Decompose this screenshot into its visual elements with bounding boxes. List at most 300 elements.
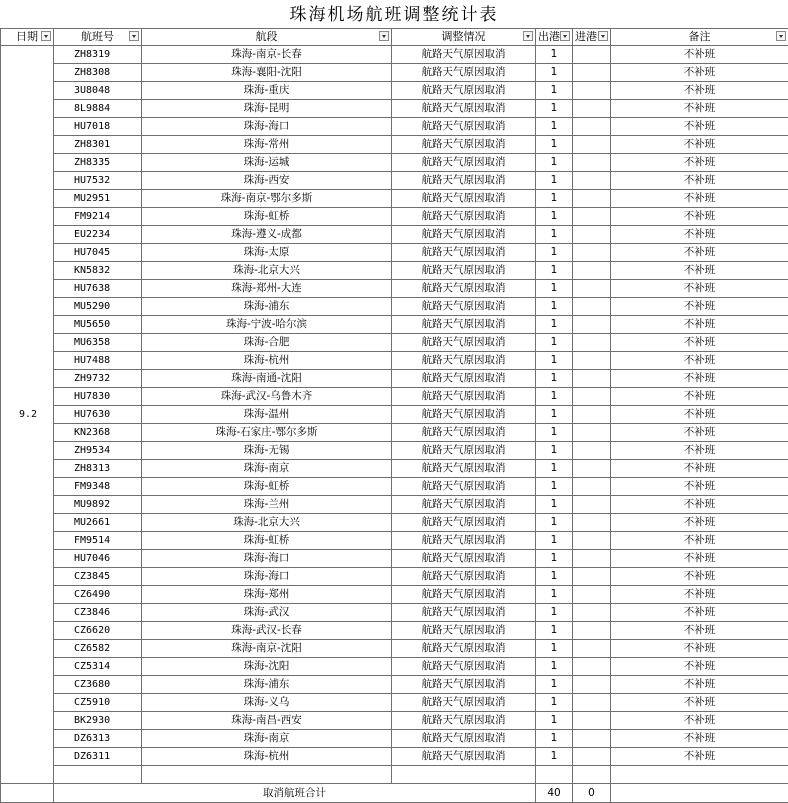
status-cell[interactable]: 航路天气原因取消 xyxy=(392,370,536,388)
filter-dropdown-icon[interactable] xyxy=(379,31,389,41)
departures-cell[interactable]: 1 xyxy=(536,424,573,442)
table-row xyxy=(1,424,788,442)
flight-number-cell[interactable]: HU7830 xyxy=(54,388,142,406)
filter-dropdown-icon[interactable] xyxy=(560,31,570,41)
segment-cell[interactable]: 珠海-西安 xyxy=(142,172,392,190)
segment-cell[interactable]: 珠海-武汉 xyxy=(142,604,392,622)
departures-cell[interactable]: 1 xyxy=(536,388,573,406)
table-row xyxy=(1,568,788,586)
segment-cell[interactable]: 珠海-南京-鄂尔多斯 xyxy=(142,190,392,208)
flight-number-cell[interactable]: FM9348 xyxy=(54,478,142,496)
date-cell[interactable]: 9.2 xyxy=(1,46,54,784)
table-row xyxy=(1,154,788,172)
flight-number-cell[interactable]: EU2234 xyxy=(54,226,142,244)
arrivals-cell[interactable] xyxy=(573,226,611,244)
table-row xyxy=(1,82,788,100)
header-arrivals xyxy=(573,29,611,46)
remark-cell[interactable]: 不补班 xyxy=(611,262,788,280)
status-cell[interactable]: 航路天气原因取消 xyxy=(392,622,536,640)
empty-cell[interactable] xyxy=(142,766,392,784)
status-cell[interactable]: 航路天气原因取消 xyxy=(392,442,536,460)
arrivals-cell[interactable] xyxy=(573,100,611,118)
remark-cell[interactable]: 不补班 xyxy=(611,586,788,604)
flight-number-cell[interactable]: MU5650 xyxy=(54,316,142,334)
remark-cell[interactable]: 不补班 xyxy=(611,676,788,694)
status-cell[interactable]: 航路天气原因取消 xyxy=(392,82,536,100)
arrivals-cell[interactable] xyxy=(573,280,611,298)
segment-cell[interactable]: 珠海-遵义-成都 xyxy=(142,226,392,244)
segment-cell[interactable]: 珠海-合肥 xyxy=(142,334,392,352)
flight-number-cell[interactable]: MU2951 xyxy=(54,190,142,208)
status-cell[interactable]: 航路天气原因取消 xyxy=(392,100,536,118)
table-row xyxy=(1,748,788,766)
flight-number-cell[interactable]: CZ3680 xyxy=(54,676,142,694)
departures-cell[interactable]: 1 xyxy=(536,640,573,658)
arrivals-cell[interactable] xyxy=(573,640,611,658)
arrivals-cell[interactable] xyxy=(573,154,611,172)
status-cell[interactable]: 航路天气原因取消 xyxy=(392,478,536,496)
flight-number-cell[interactable]: 8L9884 xyxy=(54,100,142,118)
segment-cell[interactable]: 珠海-南京-沈阳 xyxy=(142,640,392,658)
remark-cell[interactable]: 不补班 xyxy=(611,280,788,298)
segment-cell[interactable]: 珠海-海口 xyxy=(142,550,392,568)
remark-cell[interactable]: 不补班 xyxy=(611,370,788,388)
table-row xyxy=(1,712,788,730)
departures-cell[interactable]: 1 xyxy=(536,244,573,262)
segment-cell[interactable]: 珠海-南京 xyxy=(142,730,392,748)
flight-number-cell[interactable]: CZ3845 xyxy=(54,568,142,586)
remark-cell[interactable]: 不补班 xyxy=(611,640,788,658)
status-cell[interactable]: 航路天气原因取消 xyxy=(392,226,536,244)
remark-cell[interactable]: 不补班 xyxy=(611,118,788,136)
empty-cell[interactable] xyxy=(573,766,611,784)
departures-cell[interactable]: 1 xyxy=(536,730,573,748)
departures-cell[interactable]: 1 xyxy=(536,136,573,154)
segment-cell[interactable]: 珠海-武汉-乌鲁木齐 xyxy=(142,388,392,406)
table-row xyxy=(1,208,788,226)
departures-cell[interactable]: 1 xyxy=(536,406,573,424)
segment-cell[interactable]: 珠海-海口 xyxy=(142,568,392,586)
status-cell[interactable]: 航路天气原因取消 xyxy=(392,496,536,514)
table-row xyxy=(1,316,788,334)
segment-cell[interactable]: 珠海-太原 xyxy=(142,244,392,262)
departures-cell[interactable]: 1 xyxy=(536,118,573,136)
status-cell[interactable]: 航路天气原因取消 xyxy=(392,154,536,172)
departures-cell[interactable]: 1 xyxy=(536,478,573,496)
segment-cell[interactable]: 珠海-襄阳-沈阳 xyxy=(142,64,392,82)
segment-cell[interactable]: 珠海-石家庄-鄂尔多斯 xyxy=(142,424,392,442)
remark-cell[interactable]: 不补班 xyxy=(611,442,788,460)
status-cell[interactable]: 航路天气原因取消 xyxy=(392,352,536,370)
segment-cell[interactable]: 珠海-郑州-大连 xyxy=(142,280,392,298)
arrivals-cell[interactable] xyxy=(573,622,611,640)
table-row xyxy=(1,190,788,208)
departures-cell[interactable]: 1 xyxy=(536,370,573,388)
status-cell[interactable]: 航路天气原因取消 xyxy=(392,712,536,730)
table-row xyxy=(1,226,788,244)
remark-cell[interactable]: 不补班 xyxy=(611,694,788,712)
status-cell[interactable]: 航路天气原因取消 xyxy=(392,604,536,622)
departures-cell[interactable]: 1 xyxy=(536,496,573,514)
arrivals-cell[interactable] xyxy=(573,352,611,370)
table-row xyxy=(1,406,788,424)
total-departures-cell[interactable]: 40 xyxy=(536,784,573,803)
arrivals-cell[interactable] xyxy=(573,550,611,568)
flight-number-cell[interactable]: ZH9534 xyxy=(54,442,142,460)
table-row xyxy=(1,514,788,532)
flight-number-cell[interactable]: ZH9732 xyxy=(54,370,142,388)
status-cell[interactable]: 航路天气原因取消 xyxy=(392,136,536,154)
remark-cell[interactable]: 不补班 xyxy=(611,604,788,622)
remark-cell[interactable]: 不补班 xyxy=(611,154,788,172)
flight-number-cell[interactable]: HU7638 xyxy=(54,280,142,298)
arrivals-cell[interactable] xyxy=(573,118,611,136)
header-departures-label: 出港 xyxy=(538,29,560,45)
remark-cell[interactable]: 不补班 xyxy=(611,424,788,442)
arrivals-cell[interactable] xyxy=(573,316,611,334)
flight-number-cell[interactable]: FM9214 xyxy=(54,208,142,226)
flight-number-cell[interactable]: HU7532 xyxy=(54,172,142,190)
flight-number-cell[interactable]: KN5832 xyxy=(54,262,142,280)
status-cell[interactable]: 航路天气原因取消 xyxy=(392,316,536,334)
table-row xyxy=(1,694,788,712)
flight-number-cell[interactable]: CZ3846 xyxy=(54,604,142,622)
departures-cell[interactable]: 1 xyxy=(536,82,573,100)
remark-cell[interactable]: 不补班 xyxy=(611,532,788,550)
flight-number-cell[interactable]: FM9514 xyxy=(54,532,142,550)
header-row xyxy=(1,29,788,46)
status-cell[interactable]: 航路天气原因取消 xyxy=(392,64,536,82)
status-cell[interactable]: 航路天气原因取消 xyxy=(392,406,536,424)
segment-cell[interactable]: 珠海-重庆 xyxy=(142,82,392,100)
departures-cell[interactable]: 1 xyxy=(536,64,573,82)
status-cell[interactable]: 航路天气原因取消 xyxy=(392,514,536,532)
flight-number-cell[interactable]: ZH8301 xyxy=(54,136,142,154)
arrivals-cell[interactable] xyxy=(573,262,611,280)
arrivals-cell[interactable] xyxy=(573,388,611,406)
arrivals-cell[interactable] xyxy=(573,370,611,388)
departures-cell[interactable]: 1 xyxy=(536,604,573,622)
table-row xyxy=(1,640,788,658)
segment-cell[interactable]: 珠海-兰州 xyxy=(142,496,392,514)
segment-cell[interactable]: 珠海-虹桥 xyxy=(142,208,392,226)
remark-cell[interactable]: 不补班 xyxy=(611,208,788,226)
filter-dropdown-icon[interactable] xyxy=(776,31,786,41)
arrivals-cell[interactable] xyxy=(573,190,611,208)
departures-cell[interactable]: 1 xyxy=(536,352,573,370)
empty-cell[interactable] xyxy=(536,766,573,784)
arrivals-cell[interactable] xyxy=(573,712,611,730)
arrivals-cell[interactable] xyxy=(573,298,611,316)
flight-number-cell[interactable]: HU7046 xyxy=(54,550,142,568)
departures-cell[interactable]: 1 xyxy=(536,514,573,532)
status-cell[interactable]: 航路天气原因取消 xyxy=(392,568,536,586)
total-arrivals-cell[interactable]: 0 xyxy=(573,784,611,803)
remark-cell[interactable]: 不补班 xyxy=(611,172,788,190)
segment-cell[interactable]: 珠海-运城 xyxy=(142,154,392,172)
departures-cell[interactable]: 1 xyxy=(536,262,573,280)
arrivals-cell[interactable] xyxy=(573,442,611,460)
departures-cell[interactable]: 1 xyxy=(536,748,573,766)
arrivals-cell[interactable] xyxy=(573,82,611,100)
departures-cell[interactable]: 1 xyxy=(536,334,573,352)
departures-cell[interactable]: 1 xyxy=(536,676,573,694)
flight-number-cell[interactable]: 3U8048 xyxy=(54,82,142,100)
table-row xyxy=(1,460,788,478)
remark-cell[interactable]: 不补班 xyxy=(611,226,788,244)
departures-cell[interactable]: 1 xyxy=(536,694,573,712)
flight-number-cell[interactable]: BK2930 xyxy=(54,712,142,730)
departures-cell[interactable]: 1 xyxy=(536,226,573,244)
filter-dropdown-icon[interactable] xyxy=(129,31,139,41)
status-cell[interactable]: 航路天气原因取消 xyxy=(392,172,536,190)
segment-cell[interactable]: 珠海-南通-沈阳 xyxy=(142,370,392,388)
segment-cell[interactable]: 珠海-杭州 xyxy=(142,352,392,370)
table-row xyxy=(1,370,788,388)
arrivals-cell[interactable] xyxy=(573,496,611,514)
header-remarks-label: 备注 xyxy=(689,29,711,45)
remark-cell[interactable]: 不补班 xyxy=(611,82,788,100)
arrivals-cell[interactable] xyxy=(573,46,611,64)
departures-cell[interactable]: 1 xyxy=(536,658,573,676)
remark-cell[interactable]: 不补班 xyxy=(611,478,788,496)
sheet-title: 珠海机场航班调整统计表 xyxy=(0,0,788,28)
header-flight xyxy=(54,29,142,46)
segment-cell[interactable]: 珠海-常州 xyxy=(142,136,392,154)
flight-number-cell[interactable]: HU7018 xyxy=(54,118,142,136)
remark-cell[interactable]: 不补班 xyxy=(611,406,788,424)
status-cell[interactable]: 航路天气原因取消 xyxy=(392,730,536,748)
arrivals-cell[interactable] xyxy=(573,64,611,82)
remark-cell[interactable]: 不补班 xyxy=(611,190,788,208)
arrivals-cell[interactable] xyxy=(573,460,611,478)
remark-cell[interactable]: 不补班 xyxy=(611,460,788,478)
departures-cell[interactable]: 1 xyxy=(536,208,573,226)
header-segment xyxy=(142,29,392,46)
flight-number-cell[interactable]: HU7488 xyxy=(54,352,142,370)
remark-cell[interactable]: 不补班 xyxy=(611,352,788,370)
status-cell[interactable]: 航路天气原因取消 xyxy=(392,334,536,352)
filter-dropdown-icon[interactable] xyxy=(523,31,533,41)
remark-cell[interactable]: 不补班 xyxy=(611,100,788,118)
arrivals-cell[interactable] xyxy=(573,586,611,604)
remark-cell[interactable]: 不补班 xyxy=(611,514,788,532)
remark-cell[interactable]: 不补班 xyxy=(611,136,788,154)
segment-cell[interactable]: 珠海-虹桥 xyxy=(142,478,392,496)
departures-cell[interactable]: 1 xyxy=(536,46,573,64)
flight-number-cell[interactable]: DZ6311 xyxy=(54,748,142,766)
segment-cell[interactable]: 珠海-浦东 xyxy=(142,298,392,316)
flight-adjustment-table xyxy=(0,28,788,803)
departures-cell[interactable]: 1 xyxy=(536,532,573,550)
departures-cell[interactable]: 1 xyxy=(536,190,573,208)
status-cell[interactable]: 航路天气原因取消 xyxy=(392,658,536,676)
segment-cell[interactable]: 珠海-南京 xyxy=(142,460,392,478)
status-cell[interactable]: 航路天气原因取消 xyxy=(392,694,536,712)
flight-number-cell[interactable]: MU9892 xyxy=(54,496,142,514)
header-date xyxy=(1,29,54,46)
status-cell[interactable]: 航路天气原因取消 xyxy=(392,640,536,658)
status-cell[interactable]: 航路天气原因取消 xyxy=(392,532,536,550)
segment-cell[interactable]: 珠海-武汉-长春 xyxy=(142,622,392,640)
filter-dropdown-icon[interactable] xyxy=(41,31,51,41)
remark-cell[interactable]: 不补班 xyxy=(611,568,788,586)
segment-cell[interactable]: 珠海-海口 xyxy=(142,118,392,136)
segment-cell[interactable]: 珠海-义乌 xyxy=(142,694,392,712)
arrivals-cell[interactable] xyxy=(573,694,611,712)
status-cell[interactable]: 航路天气原因取消 xyxy=(392,748,536,766)
remark-cell[interactable]: 不补班 xyxy=(611,658,788,676)
flight-number-cell[interactable]: ZH8335 xyxy=(54,154,142,172)
flight-number-cell[interactable]: MU5290 xyxy=(54,298,142,316)
departures-cell[interactable]: 1 xyxy=(536,712,573,730)
table-row xyxy=(1,136,788,154)
departures-cell[interactable]: 1 xyxy=(536,316,573,334)
table-row xyxy=(1,352,788,370)
segment-cell[interactable]: 珠海-南昌-西安 xyxy=(142,712,392,730)
segment-cell[interactable]: 珠海-北京大兴 xyxy=(142,262,392,280)
remark-cell[interactable]: 不补班 xyxy=(611,334,788,352)
remark-cell[interactable]: 不补班 xyxy=(611,64,788,82)
segment-cell[interactable]: 珠海-南京-长春 xyxy=(142,46,392,64)
flight-number-cell[interactable]: CZ5314 xyxy=(54,658,142,676)
table-row xyxy=(1,550,788,568)
segment-cell[interactable]: 珠海-浦东 xyxy=(142,676,392,694)
total-label-cell[interactable]: 取消航班合计 xyxy=(54,784,536,803)
arrivals-cell[interactable] xyxy=(573,244,611,262)
departures-cell[interactable]: 1 xyxy=(536,568,573,586)
flight-number-cell[interactable]: ZH8308 xyxy=(54,64,142,82)
remark-cell[interactable]: 不补班 xyxy=(611,46,788,64)
status-cell[interactable]: 航路天气原因取消 xyxy=(392,586,536,604)
segment-cell[interactable]: 珠海-杭州 xyxy=(142,748,392,766)
header-remarks xyxy=(611,29,788,46)
empty-cell[interactable] xyxy=(611,766,788,784)
remark-cell[interactable]: 不补班 xyxy=(611,550,788,568)
status-cell[interactable]: 航路天气原因取消 xyxy=(392,208,536,226)
status-cell[interactable]: 航路天气原因取消 xyxy=(392,298,536,316)
header-date-label: 日期 xyxy=(16,29,38,45)
departures-cell[interactable]: 1 xyxy=(536,280,573,298)
remark-cell[interactable]: 不补班 xyxy=(611,244,788,262)
table-row xyxy=(1,172,788,190)
departures-cell[interactable]: 1 xyxy=(536,550,573,568)
table-row xyxy=(1,280,788,298)
arrivals-cell[interactable] xyxy=(573,406,611,424)
segment-cell[interactable]: 珠海-昆明 xyxy=(142,100,392,118)
departures-cell[interactable]: 1 xyxy=(536,298,573,316)
arrivals-cell[interactable] xyxy=(573,424,611,442)
arrivals-cell[interactable] xyxy=(573,730,611,748)
segment-cell[interactable]: 珠海-无锡 xyxy=(142,442,392,460)
header-segment-label: 航段 xyxy=(256,29,278,45)
arrivals-cell[interactable] xyxy=(573,514,611,532)
table-body xyxy=(1,46,788,803)
flight-number-cell[interactable]: HU7045 xyxy=(54,244,142,262)
departures-cell[interactable]: 1 xyxy=(536,442,573,460)
filter-dropdown-icon[interactable] xyxy=(598,31,608,41)
arrivals-cell[interactable] xyxy=(573,532,611,550)
remark-cell[interactable]: 不补班 xyxy=(611,748,788,766)
departures-cell[interactable]: 1 xyxy=(536,154,573,172)
table-row xyxy=(1,586,788,604)
header-status xyxy=(392,29,536,46)
table-row xyxy=(1,64,788,82)
arrivals-cell[interactable] xyxy=(573,748,611,766)
status-cell[interactable]: 航路天气原因取消 xyxy=(392,676,536,694)
remark-cell[interactable]: 不补班 xyxy=(611,298,788,316)
status-cell[interactable]: 航路天气原因取消 xyxy=(392,388,536,406)
departures-cell[interactable]: 1 xyxy=(536,622,573,640)
empty-cell[interactable] xyxy=(392,766,536,784)
departures-cell[interactable]: 1 xyxy=(536,100,573,118)
empty-row xyxy=(1,766,788,784)
segment-cell[interactable]: 珠海-虹桥 xyxy=(142,532,392,550)
flight-number-cell[interactable]: CZ5910 xyxy=(54,694,142,712)
flight-number-cell[interactable]: MU6358 xyxy=(54,334,142,352)
arrivals-cell[interactable] xyxy=(573,172,611,190)
flight-number-cell[interactable]: KN2368 xyxy=(54,424,142,442)
arrivals-cell[interactable] xyxy=(573,676,611,694)
status-cell[interactable]: 航路天气原因取消 xyxy=(392,244,536,262)
remark-cell[interactable]: 不补班 xyxy=(611,622,788,640)
table-row xyxy=(1,244,788,262)
remark-cell[interactable]: 不补班 xyxy=(611,496,788,514)
table-row xyxy=(1,730,788,748)
segment-cell[interactable]: 珠海-宁波-哈尔滨 xyxy=(142,316,392,334)
arrivals-cell[interactable] xyxy=(573,478,611,496)
header-arrivals-label: 进港 xyxy=(575,29,597,45)
flight-number-cell[interactable]: ZH8319 xyxy=(54,46,142,64)
empty-cell[interactable] xyxy=(54,766,142,784)
segment-cell[interactable]: 珠海-沈阳 xyxy=(142,658,392,676)
remark-cell[interactable]: 不补班 xyxy=(611,316,788,334)
arrivals-cell[interactable] xyxy=(573,136,611,154)
arrivals-cell[interactable] xyxy=(573,658,611,676)
flight-number-cell[interactable]: HU7630 xyxy=(54,406,142,424)
status-cell[interactable]: 航路天气原因取消 xyxy=(392,190,536,208)
status-cell[interactable]: 航路天气原因取消 xyxy=(392,118,536,136)
departures-cell[interactable]: 1 xyxy=(536,172,573,190)
flight-number-cell[interactable]: MU2661 xyxy=(54,514,142,532)
segment-cell[interactable]: 珠海-北京大兴 xyxy=(142,514,392,532)
status-cell[interactable]: 航路天气原因取消 xyxy=(392,424,536,442)
table-row xyxy=(1,118,788,136)
flight-number-cell[interactable]: DZ6313 xyxy=(54,730,142,748)
status-cell[interactable]: 航路天气原因取消 xyxy=(392,46,536,64)
flight-number-cell[interactable]: ZH8313 xyxy=(54,460,142,478)
remark-cell[interactable]: 不补班 xyxy=(611,388,788,406)
status-cell[interactable]: 航路天气原因取消 xyxy=(392,550,536,568)
remark-cell[interactable]: 不补班 xyxy=(611,712,788,730)
departures-cell[interactable]: 1 xyxy=(536,586,573,604)
arrivals-cell[interactable] xyxy=(573,208,611,226)
flight-number-cell[interactable]: CZ6620 xyxy=(54,622,142,640)
status-cell[interactable]: 航路天气原因取消 xyxy=(392,262,536,280)
flight-number-cell[interactable]: CZ6582 xyxy=(54,640,142,658)
arrivals-cell[interactable] xyxy=(573,604,611,622)
departures-cell[interactable]: 1 xyxy=(536,460,573,478)
flight-number-cell[interactable]: CZ6490 xyxy=(54,586,142,604)
segment-cell[interactable]: 珠海-温州 xyxy=(142,406,392,424)
segment-cell[interactable]: 珠海-郑州 xyxy=(142,586,392,604)
arrivals-cell[interactable] xyxy=(573,568,611,586)
arrivals-cell[interactable] xyxy=(573,334,611,352)
table-row xyxy=(1,604,788,622)
status-cell[interactable]: 航路天气原因取消 xyxy=(392,460,536,478)
status-cell[interactable]: 航路天气原因取消 xyxy=(392,280,536,298)
remark-cell[interactable]: 不补班 xyxy=(611,730,788,748)
